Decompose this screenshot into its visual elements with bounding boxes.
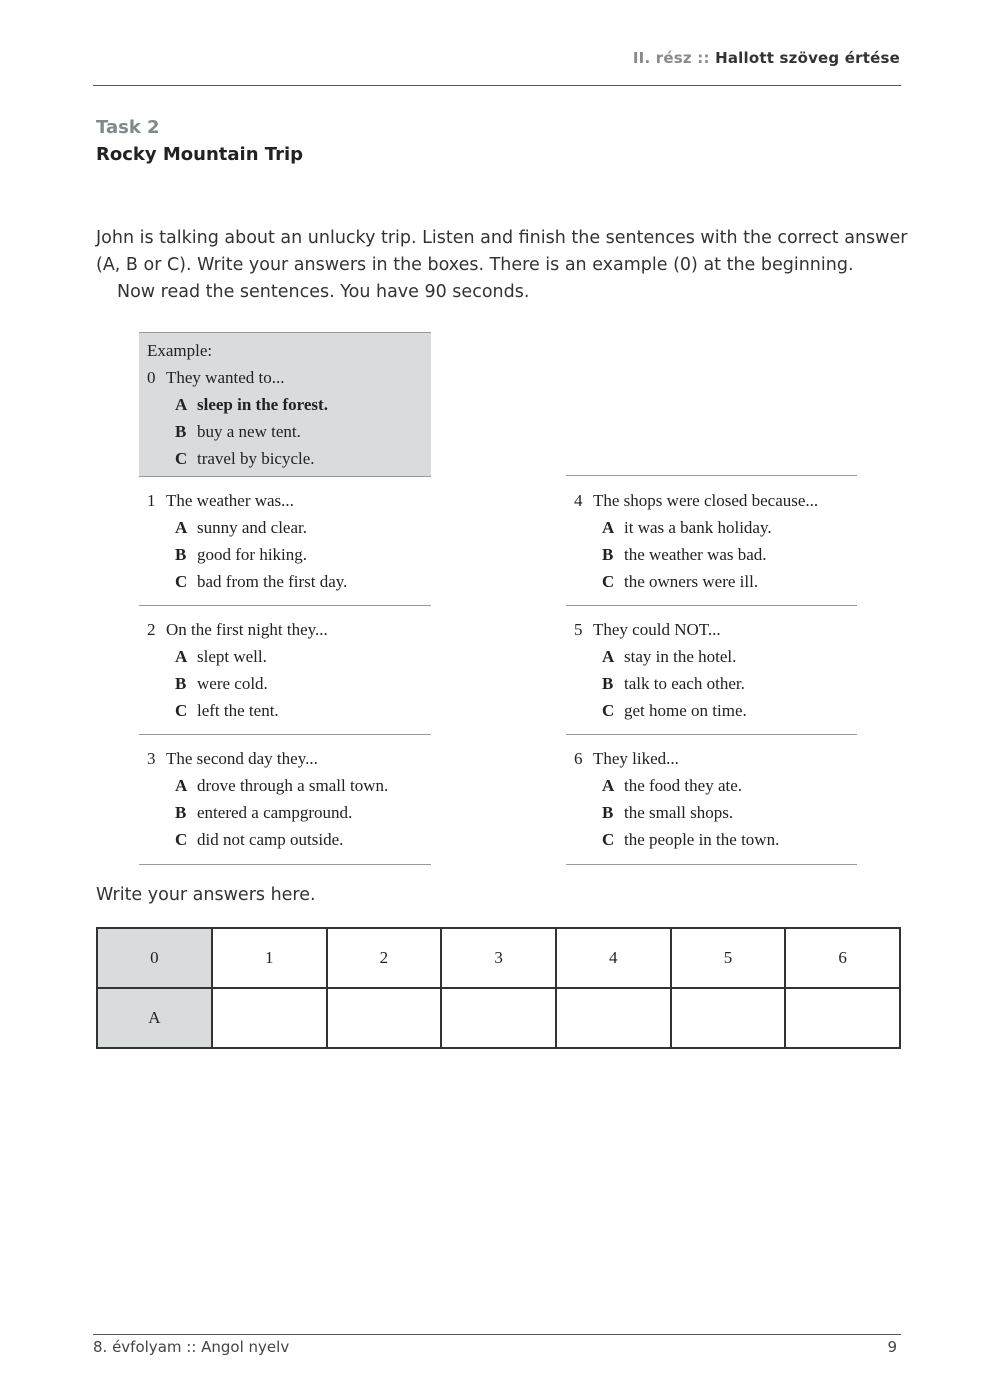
option-letter: C [175,449,188,468]
option-c [566,826,857,853]
example-option-a [139,391,430,418]
divider [566,864,857,865]
question-stem-row [566,745,857,772]
question-stem: The shops were closed because... [593,491,819,510]
option-text: travel by bicycle. [197,449,315,468]
question-5 [566,616,857,724]
option-text: get home on time. [624,701,747,720]
question-4 [566,487,857,595]
instructions-line-2: (A, B or C). Write your answers in the boxes. There is an example (0) at the beginning. [96,255,854,275]
answer-number-cell: 5 [671,928,786,988]
example-stem-row [139,364,430,391]
instructions [96,225,916,306]
question-stem-row [139,487,430,514]
option-c [139,697,430,724]
answer-table-number-row [97,928,900,988]
option-c [139,826,430,853]
question-stem: The second day they... [166,749,318,768]
answer-box-3[interactable] [441,988,556,1048]
question-3 [139,745,430,853]
option-text: the people in the town. [624,830,780,849]
option-letter: A [602,776,615,795]
option-letter: B [175,674,187,693]
answer-table [96,927,901,1049]
question-number: 3 [147,749,156,768]
answer-box-2[interactable] [327,988,442,1048]
option-letter: C [175,701,188,720]
example-question [139,337,430,472]
example-stem: They wanted to... [166,368,285,387]
option-text: the food they ate. [624,776,743,795]
option-text: entered a campground. [197,803,353,822]
task-number: Task 2 [96,117,160,138]
answer-number-cell: 6 [785,928,900,988]
example-number: 0 [147,368,156,387]
page-number: 9 [887,1338,897,1356]
question-stem-row [139,616,430,643]
question-stem-row [566,487,857,514]
option-text: did not camp outside. [197,830,344,849]
option-letter: C [602,701,615,720]
option-letter: A [175,395,188,414]
option-text: buy a new tent. [197,422,301,441]
option-b [566,799,857,826]
answer-box-1[interactable] [212,988,327,1048]
example-box [139,332,431,477]
answer-table-answer-row [97,988,900,1048]
question-number: 6 [574,749,583,768]
divider [566,734,857,735]
option-letter: A [602,647,615,666]
question-stem: On the first night they... [166,620,328,639]
option-text: bad from the first day. [197,572,348,591]
option-letter: A [175,776,188,795]
example-option-c [139,445,430,472]
option-b [566,541,857,568]
question-number: 4 [574,491,583,510]
option-text: it was a bank holiday. [624,518,772,537]
header-divider [93,85,901,86]
question-number: 2 [147,620,156,639]
option-letter: B [175,803,187,822]
question-stem: The weather was... [166,491,294,510]
page-header [633,49,900,67]
answer-number-cell: 2 [327,928,442,988]
option-text: talk to each other. [624,674,745,693]
answer-number-cell: 1 [212,928,327,988]
option-letter: C [175,830,188,849]
option-letter: B [602,803,614,822]
option-text: good for hiking. [197,545,308,564]
question-number: 5 [574,620,583,639]
option-letter: B [175,422,187,441]
option-letter: C [602,572,615,591]
option-text: sleep in the forest. [197,395,328,414]
header-part: II. rész :: [632,49,710,67]
option-letter: B [602,545,614,564]
answer-example-cell: A [97,988,212,1048]
option-letter: C [602,830,615,849]
instructions-line-3: Now read the sentences. You have 90 seconds. [117,282,530,302]
option-text: slept well. [197,647,267,666]
instructions-line-1: John is talking about an unlucky trip. Listen and finish the sentences with the correct answer [96,228,908,248]
option-a [139,772,430,799]
answer-box-6[interactable] [785,988,900,1048]
option-a [566,772,857,799]
option-letter: C [175,572,188,591]
option-a [566,514,857,541]
answer-box-4[interactable] [556,988,671,1048]
option-b [139,799,430,826]
option-letter: A [175,518,188,537]
question-2 [139,616,430,724]
divider [566,605,857,606]
answer-number-cell: 0 [97,928,212,988]
option-b [139,541,430,568]
option-text: the small shops. [624,803,734,822]
option-text: left the tent. [197,701,279,720]
option-letter: A [175,647,188,666]
task-title: Rocky Mountain Trip [96,144,304,165]
question-stem: They could NOT... [593,620,721,639]
option-text: sunny and clear. [197,518,307,537]
option-b [139,670,430,697]
question-stem: They liked... [593,749,679,768]
question-stem-row [139,745,430,772]
header-title: Hallott szöveg értése [715,49,900,67]
example-option-b [139,418,430,445]
option-a [566,643,857,670]
question-1 [139,487,430,595]
question-number: 1 [147,491,156,510]
footer-divider [93,1334,901,1335]
divider [566,475,857,476]
option-a [139,643,430,670]
divider [139,864,431,865]
option-text: stay in the hotel. [624,647,737,666]
question-stem-row [566,616,857,643]
example-label: Example: [147,341,213,360]
option-c [566,568,857,595]
option-a [139,514,430,541]
answer-box-5[interactable] [671,988,786,1048]
divider [139,734,431,735]
option-text: drove through a small town. [197,776,389,795]
option-letter: A [602,518,615,537]
divider [139,605,431,606]
option-text: the weather was bad. [624,545,767,564]
footer-left: 8. évfolyam :: Angol nyelv [93,1338,290,1356]
option-letter: B [602,674,614,693]
answer-number-cell: 3 [441,928,556,988]
option-text: the owners were ill. [624,572,759,591]
option-letter: B [175,545,187,564]
answer-prompt: Write your answers here. [96,885,316,905]
question-6 [566,745,857,853]
option-c [139,568,430,595]
option-text: were cold. [197,674,268,693]
option-c [566,697,857,724]
option-b [566,670,857,697]
answer-number-cell: 4 [556,928,671,988]
